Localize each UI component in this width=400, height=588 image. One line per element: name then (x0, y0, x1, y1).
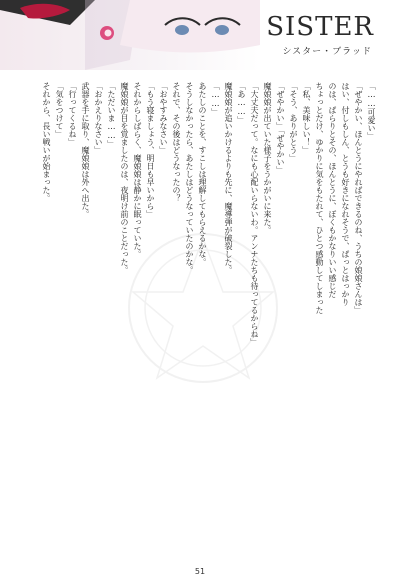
text-column: 「ぜやかい、ほんとうにやればできるのね、うちの娘娘さんは」 (354, 82, 363, 314)
page-number: 51 (194, 567, 206, 576)
text-column: はい、付しもしん、とうも好きになれそうで、ぱっとはっかり (341, 82, 350, 306)
text-column: それからしばらく、魔娘娘は静かに眠っていた。 (133, 82, 142, 258)
text-column: 「あ……」 (237, 82, 246, 124)
text-column: 「気をつけて」 (55, 82, 64, 138)
text-column: それで、その後はどうなったの？ (172, 82, 181, 202)
text-column: 「そう、ありがとう」 (289, 82, 298, 162)
text-column: のは、ぱらりとその、ほんとうに、ぼくもかなりいい感じだ (328, 82, 337, 298)
text-column: それから、長い戦いが始まった。 (42, 82, 51, 202)
page-title: SISTER (266, 12, 374, 42)
text-column: 「私、美味しい！」 (302, 82, 311, 154)
text-column: 「……」 (211, 82, 220, 116)
text-column: 「おかえりなさい」 (94, 82, 103, 154)
text-column: 魔娘娘が追いかけるよりも先に、魔導弾が破裂した。 (224, 82, 233, 274)
page-header (0, 0, 400, 70)
page-subtitle: シスター・ブラッド (282, 47, 372, 57)
header-illustration (0, 0, 260, 70)
text-column: 「ぜやかい」「ぜやかい」 (276, 82, 285, 174)
text-column: 「大丈夫だって。なにも心配いらないわ。アンナたちも待ってるからね」 (250, 82, 259, 346)
text-column: 「……可愛い」 (367, 82, 376, 140)
text-column: 魔娘娘が目を覚ましたのは、夜明け前のことだった。 (120, 82, 129, 274)
text-column: 「行ってくるね」 (68, 82, 77, 146)
text-column: 魔娘娘が出ていた様子をうかがいに来た。 (263, 82, 272, 234)
text-column: 「おやすみなさい」 (159, 82, 168, 154)
text-column: あたしのことを、すこしは理解してもらえるかな。 (198, 82, 207, 266)
header-illustration-svg (0, 0, 260, 70)
text-column: そうしなかったら、あたしはどうなっていたのかな。 (185, 82, 194, 274)
text-column: 武器を手に取り、魔娘娘は外へ出た。 (81, 82, 90, 218)
text-column: ちょっとだけ、ゆかりに気をもたれて、ひとつ感動してしまった (315, 82, 324, 314)
text-column: 「ただいま……」 (107, 82, 116, 148)
text-column: 「もう寝ましょう、明日も早いから」 (146, 82, 155, 218)
